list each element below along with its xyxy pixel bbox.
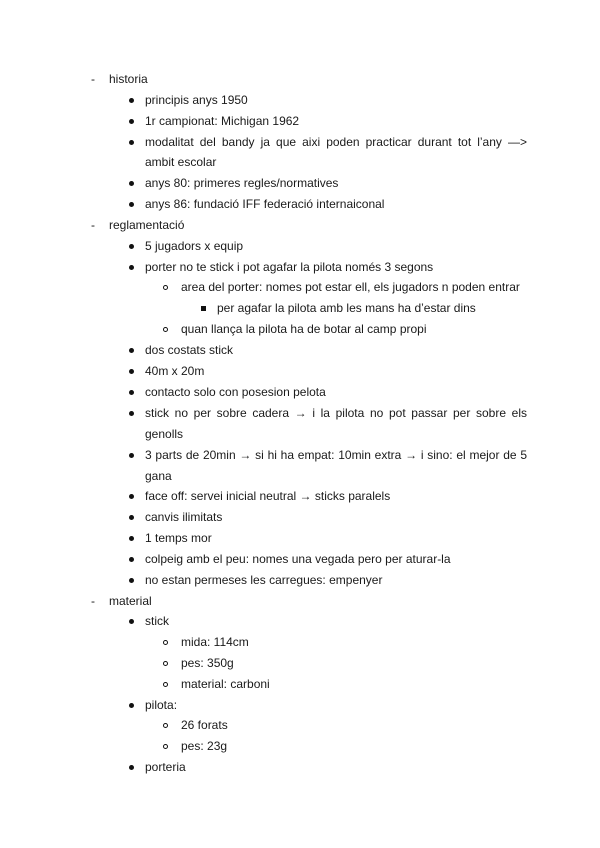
bullet-dot-icon	[129, 244, 134, 249]
list-item: no estan permeses les carregues: empenyer	[145, 573, 383, 587]
bullet-circle-icon	[163, 682, 168, 687]
bullet-dot-icon	[129, 140, 134, 145]
bullet-square-icon	[201, 306, 206, 311]
list-subitem: quan llança la pilota ha de botar al camp propi	[181, 322, 427, 336]
list-subitem: mida: 114cm	[181, 635, 249, 649]
list-subsubitem: per agafar la pilota amb les mans ha d’estar dins	[217, 301, 476, 315]
list-item: canvis ilimitats	[145, 510, 223, 524]
list-item: 5 jugadors x equip	[145, 239, 244, 253]
list-item: 1 temps mor	[145, 531, 212, 545]
bullet-dot-icon	[129, 578, 134, 583]
bullet-dot-icon	[129, 494, 134, 499]
bullet-dot-icon	[129, 411, 134, 416]
bullet-dot-icon	[129, 98, 134, 103]
list-subitem: pes: 23g	[181, 739, 228, 753]
bullet-dot-icon	[129, 390, 134, 395]
bullet-circle-icon	[163, 285, 168, 290]
bullet-dot-icon	[129, 119, 134, 124]
bullet-circle-icon	[163, 327, 168, 332]
list-item-continuation: ambit escolar	[145, 155, 217, 169]
list-item: stick	[145, 614, 169, 628]
bullet-dot-icon	[129, 765, 134, 770]
bullet-circle-icon	[163, 640, 168, 645]
list-item: 3 parts de 20min → si hi ha empat: 10min extra → i sino: el mejor de 5	[145, 448, 527, 462]
dash-bullet: -	[91, 72, 95, 86]
bullet-circle-icon	[163, 723, 168, 728]
list-item: face off: servei inicial neutral → sticks paralels	[145, 489, 391, 503]
list-item: stick no per sobre cadera → i la pilota no pot passar per sobre els	[145, 406, 527, 420]
list-item: anys 80: primeres regles/normatives	[145, 176, 339, 190]
bullet-dot-icon	[129, 703, 134, 708]
bullet-dot-icon	[129, 181, 134, 186]
section-title-reglamentacio: reglamentació	[109, 218, 185, 232]
bullet-dot-icon	[129, 515, 134, 520]
list-item: porteria	[145, 760, 186, 774]
bullet-dot-icon	[129, 265, 134, 270]
list-item-continuation: genolls	[145, 427, 184, 441]
list-item: pilota:	[145, 698, 178, 712]
bullet-dot-icon	[129, 557, 134, 562]
bullet-circle-icon	[163, 661, 168, 666]
list-subitem: area del porter: nomes pot estar ell, els jugadors n poden entrar	[181, 280, 520, 294]
list-item: colpeig amb el peu: nomes una vegada pero per aturar-la	[145, 552, 451, 566]
list-item: dos costats stick	[145, 343, 234, 357]
list-item: porter no te stick i pot agafar la pilota només 3 segons	[145, 260, 434, 274]
dash-bullet: -	[91, 218, 95, 232]
list-item-continuation: gana	[145, 469, 172, 483]
bullet-dot-icon	[129, 619, 134, 624]
list-item: 1r campionat: Michigan 1962	[145, 114, 300, 128]
list-subitem: pes: 350g	[181, 656, 234, 670]
list-subitem: 26 forats	[181, 718, 228, 732]
section-title-historia: historia	[109, 72, 148, 86]
list-item: contacto solo con posesion pelota	[145, 385, 326, 399]
list-item: 40m x 20m	[145, 364, 205, 378]
list-subitem: material: carboni	[181, 677, 270, 691]
bullet-dot-icon	[129, 453, 134, 458]
bullet-dot-icon	[129, 348, 134, 353]
list-item: modalitat del bandy ja que aixi poden practicar durant tot l’any —>	[145, 135, 527, 149]
list-item: principis anys 1950	[145, 93, 248, 107]
section-title-material: material	[109, 594, 152, 608]
bullet-circle-icon	[163, 744, 168, 749]
bullet-dot-icon	[129, 202, 134, 207]
bullet-dot-icon	[129, 369, 134, 374]
list-item: anys 86: fundació IFF federació internaiconal	[145, 197, 385, 211]
dash-bullet: -	[91, 594, 95, 608]
bullet-dot-icon	[129, 536, 134, 541]
